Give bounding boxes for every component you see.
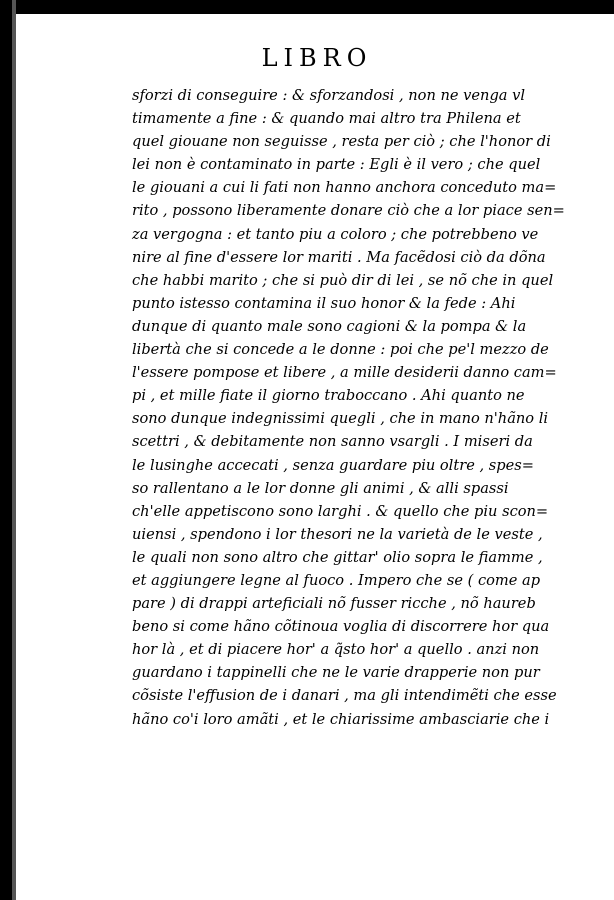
text-line: sono dunque indegnissimi quegli , che in mano n'hãno li — [132, 410, 549, 428]
text-line: dunque di quanto male sono cagioni & la pompa & la — [132, 317, 527, 335]
body-text — [132, 84, 582, 731]
text-line: che habbi marito ; che si può dir di lei , se nõ che in quel — [132, 271, 554, 289]
text-line: rito , possono liberamente donare ciò che a lor piace sen= — [132, 202, 565, 220]
text-line: so rallentano a le lor donne gli animi , & alli spassi — [132, 479, 509, 497]
text-line: beno si come hãno cõtinoua voglia di discorrere hor qua — [132, 618, 550, 636]
text-line: uiensi , spendono i lor thesori ne la varietà de le veste , — [132, 525, 543, 543]
text-line: pi , et mille fiate il giorno traboccano . Ahi quanto ne — [132, 387, 525, 405]
text-line: l'essere pompose et libere , a mille desiderii danno cam= — [132, 364, 557, 382]
text-line: cõsiste l'effusion de i danari , ma gli intendimẽti che esse — [132, 687, 557, 705]
text-line: za vergogna : et tanto piu a coloro ; che potrebbeno ve — [132, 225, 539, 243]
text-line: ch'elle appetiscono sono larghi . & quello che piu scon= — [132, 502, 549, 520]
book-page — [20, 14, 614, 900]
text-line: pare ) di drappi arteficiali nõ fusser ricche , nõ haureb — [132, 595, 536, 613]
text-line: le quali non sono altro che gittar' olio sopra le fiamme , — [132, 548, 543, 566]
text-line: le lusinghe accecati , senza guardare piu oltre , spes= — [132, 456, 534, 474]
text-line: libertà che si concede a le donne : poi che pe'l mezzo de — [132, 341, 549, 359]
text-line: et aggiungere legne al fuoco . Impero che se ( come ap — [132, 571, 541, 589]
text-line: lei non è contaminato in parte : Egli è il vero ; che quel — [132, 156, 541, 174]
text-line: hãno co'i loro amãti , et le chiarissime ambasciarie che i — [132, 710, 550, 728]
text-line: hor là , et di piacere hor' a q̃sto hor' a quello . anzi non — [132, 641, 540, 659]
text-line: scettri , & debitamente non sanno vsargli . I miseri da — [132, 433, 533, 451]
scan-left-border — [0, 0, 12, 900]
text-line: sforzi di conseguire : & sforzandosi , non ne venga vl — [132, 87, 526, 104]
text-line: quel giouane non seguisse , resta per ciò ; che l'honor di — [132, 133, 551, 151]
scan-left-gutter — [12, 0, 16, 900]
running-header: LIBRO — [261, 44, 373, 72]
text-line: le giouani a cui li fati non hanno anchora conceduto ma= — [132, 179, 557, 197]
text-line: punto istesso contamina il suo honor & la fede : Ahi — [132, 294, 516, 312]
text-line: timamente a fine : & quando mai altro tra Philena et — [132, 110, 521, 128]
scan-top-border — [0, 0, 614, 14]
text-line: nire al fine d'essere lor mariti . Ma facẽdosi ciò da dõna — [132, 248, 546, 266]
text-line: guardano i tappinelli che ne le varie drapperie non pur — [132, 664, 540, 682]
